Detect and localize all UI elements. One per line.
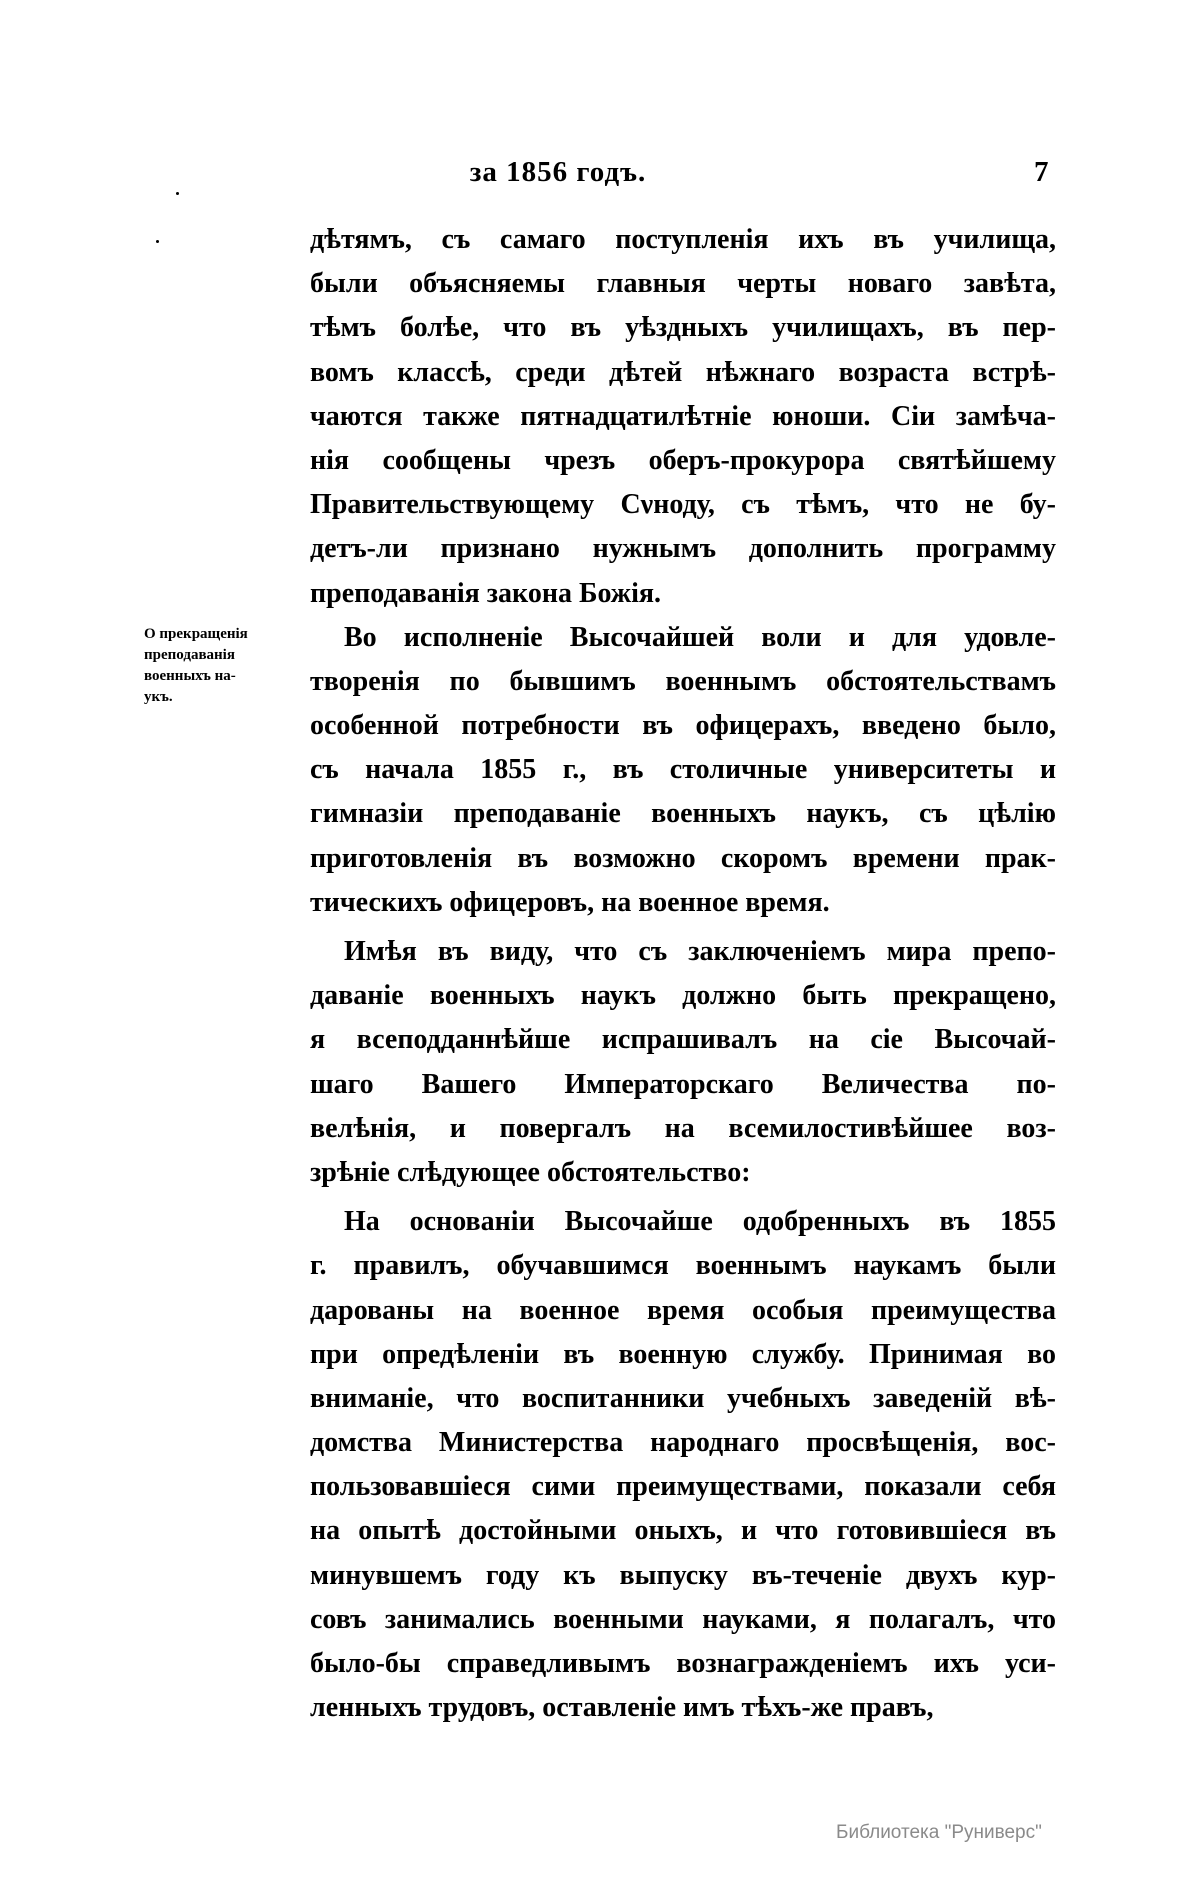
speck (176, 192, 179, 195)
text-line: творенія по бывшимъ военнымъ обстоятельствамъ (310, 665, 1056, 697)
text-line: даваніе военныхъ наукъ должно быть прекращено, (310, 980, 1056, 1012)
text-line: приготовленія въ возможно скоромъ времени прак- (310, 842, 1056, 874)
text-line: На основаніи Высочайше одобренныхъ въ 1855 (344, 1206, 1056, 1238)
text-line: гимназіи преподаваніе военныхъ наукъ, съ цѣлію (310, 798, 1056, 830)
margin-note-line: О прекращенія (144, 626, 248, 642)
margin-note-line: преподаванія (144, 647, 235, 663)
speck (156, 240, 159, 243)
library-watermark: Библиотека "Руниверс" (836, 1822, 1042, 1843)
text-line: велѣнія, и повергалъ на всемилостивѣйшее воз- (310, 1112, 1056, 1144)
text-line: дарованы на военное время особыя преимущества (310, 1294, 1056, 1326)
page-number: 7 (1034, 156, 1050, 188)
text-line: тическихъ офицеровъ, на военное время. (310, 886, 830, 918)
margin-note-line: укъ. (144, 689, 173, 705)
text-line: преподаванія закона Божія. (310, 577, 661, 609)
text-line: чаются также пятнадцатилѣтніе юноши. Сіи замѣча- (310, 400, 1056, 432)
text-line: были объясняемы главныя черты новаго завѣта, (310, 268, 1056, 300)
text-line: вниманіе, что воспитанники учебныхъ заведеній вѣ- (310, 1382, 1056, 1414)
text-line: вомъ классѣ, среди дѣтей нѣжнаго возраста встрѣ- (310, 356, 1056, 388)
text-line: шаго Вашего Императорскаго Величества по- (310, 1068, 1056, 1100)
text-line: домства Министерства народнаго просвѣщенія, вос- (310, 1427, 1056, 1459)
paragraph (310, 218, 1056, 616)
text-line: тѣмъ болѣе, что въ уѣздныхъ училищахъ, въ пер- (310, 312, 1056, 344)
text-line: детъ-ли признано нужнымъ дополнить программу (310, 533, 1056, 565)
text-line: пользовавшіеся сими преимуществами, показали себя (310, 1471, 1056, 1503)
text-line: минувшемъ году къ выпуску въ-теченіе двухъ кур- (310, 1559, 1056, 1591)
text-line: дѣтямъ, съ самаго поступленія ихъ въ училища, (310, 224, 1056, 255)
text-line: особенной потребности въ офицерахъ, введено было, (310, 710, 1056, 742)
text-line: зрѣніе слѣдующее обстоятельство: (310, 1156, 751, 1188)
margin-note (144, 624, 304, 708)
text-line: Имѣя въ виду, что съ заключеніемъ мира препо- (344, 936, 1056, 967)
text-line: при опредѣленіи въ военную службу. Принимая во (310, 1338, 1056, 1370)
body-text (310, 218, 1056, 1730)
text-line: г. правилъ, обучавшимся военнымъ наукамъ были (310, 1250, 1056, 1282)
margin-note-line: военныхъ на- (144, 668, 236, 684)
paragraph (310, 616, 1056, 925)
paragraph (310, 1200, 1056, 1730)
text-line: съ начала 1855 г., въ столичные университеты и (310, 754, 1056, 786)
text-line: я всеподданнѣйше испрашивалъ на сіе Высочай- (310, 1024, 1056, 1056)
text-line: Во исполненіе Высочайшей воли и для удовле- (344, 621, 1056, 653)
text-line: Правительствующему Сνноду, съ тѣмъ, что не бу- (310, 489, 1056, 521)
text-line: нія сообщены чрезъ оберъ-прокурора святѣйшему (310, 444, 1056, 476)
text-line: было-бы справедливымъ вознагражденіемъ ихъ уси- (310, 1648, 1056, 1679)
paragraph (310, 930, 1056, 1195)
text-line: ленныхъ трудовъ, оставленіе имъ тѣхъ-же правъ, (310, 1692, 934, 1724)
text-line: на опытѣ достойными оныхъ, и что готовившіеся въ (310, 1515, 1056, 1547)
running-title: за 1856 годъ. (469, 156, 647, 188)
text-line: совъ занимались военными науками, я полагалъ, что (310, 1603, 1056, 1635)
